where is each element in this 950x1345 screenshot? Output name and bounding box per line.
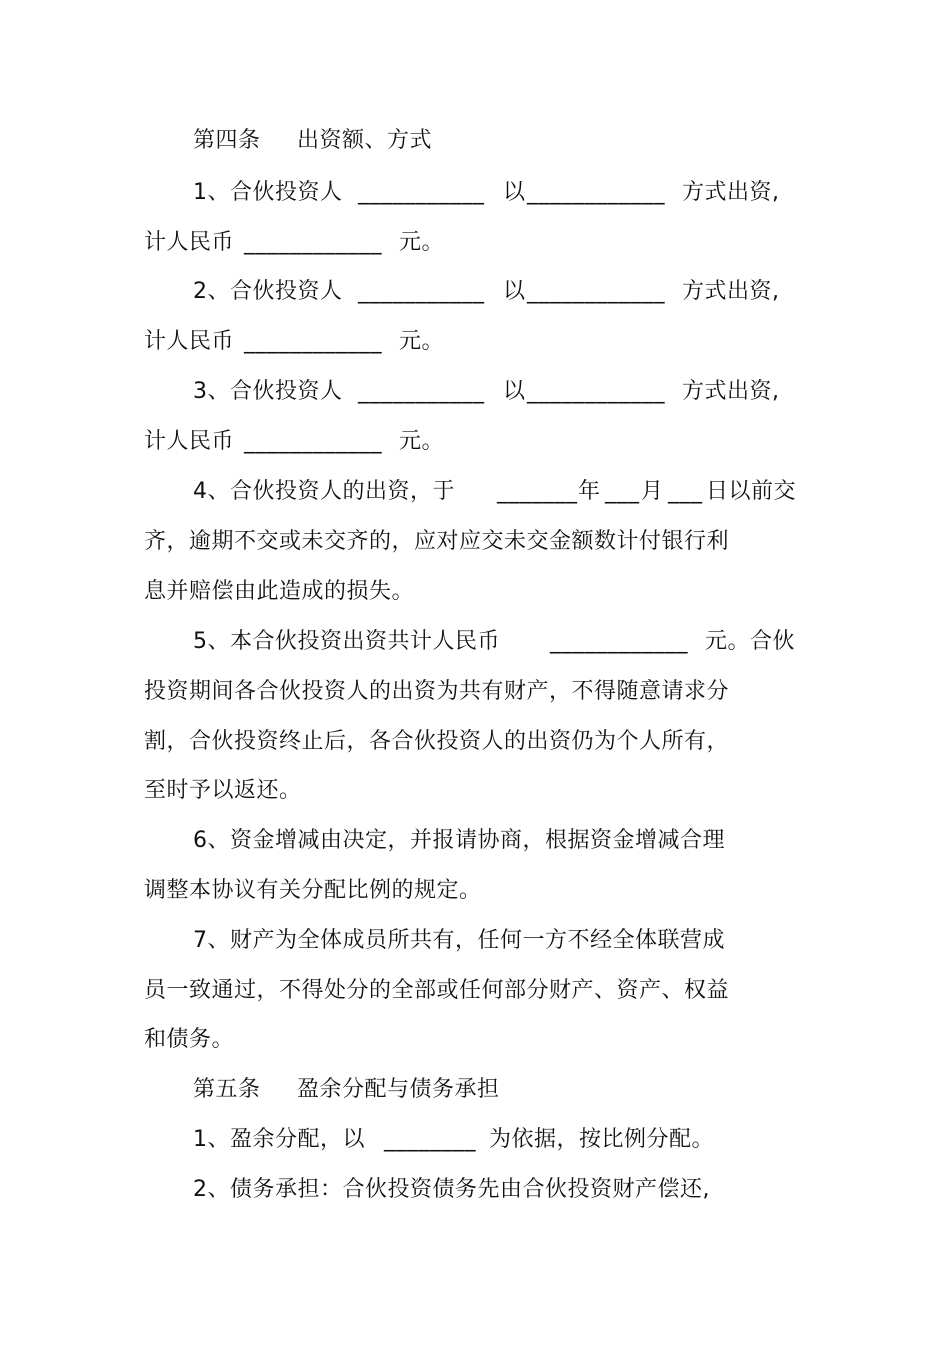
item-text: 2、合伙投资人 bbox=[193, 279, 343, 304]
item-text: 年 bbox=[578, 479, 601, 504]
fill-blank: ____________ bbox=[244, 429, 382, 454]
fill-blank: ____________ bbox=[244, 230, 382, 255]
article-number: 第五条 bbox=[193, 1077, 261, 1102]
item-text: 方式出资, bbox=[682, 279, 780, 304]
fill-blank: ____________ bbox=[550, 629, 688, 654]
fill-blank: _______ bbox=[497, 479, 578, 504]
item-text: 1、盈余分配，以 bbox=[193, 1127, 365, 1152]
fill-blank: ____________ bbox=[527, 279, 665, 304]
item-text: 调整本协议有关分配比例的规定。 bbox=[144, 878, 482, 903]
item-text: 为依据，按比例分配。 bbox=[489, 1127, 715, 1152]
item-text: 投资期间各合伙投资人的出资为共有财产，不得随意请求分 bbox=[144, 679, 730, 704]
item-text: 计人民币 bbox=[144, 329, 235, 354]
fill-blank: ___________ bbox=[358, 379, 485, 404]
article-title: 盈余分配与债务承担 bbox=[297, 1077, 500, 1102]
fill-blank: ___ bbox=[668, 479, 703, 504]
article-number: 第四条 bbox=[193, 128, 261, 153]
item-text: 月 bbox=[641, 479, 664, 504]
item-text: 元。合伙 bbox=[705, 629, 796, 654]
item-text: 和债务。 bbox=[144, 1027, 235, 1052]
item-text: 计人民币 bbox=[144, 230, 235, 255]
item-text: 6、资金增减由决定，并报请协商，根据资金增减合理 bbox=[193, 828, 725, 853]
fill-blank: ___________ bbox=[358, 180, 485, 205]
item-text: 1、合伙投资人 bbox=[193, 180, 343, 205]
fill-blank: ____________ bbox=[244, 329, 382, 354]
fill-blank: ___ bbox=[605, 479, 640, 504]
item-text: 计人民币 bbox=[144, 429, 235, 454]
item-text: 方式出资, bbox=[682, 180, 780, 205]
item-text: 齐，逾期不交或未交齐的，应对应交未交金额数计付银行利 bbox=[144, 529, 730, 554]
fill-blank: ________ bbox=[384, 1127, 476, 1152]
item-text: 至时予以返还。 bbox=[144, 778, 302, 803]
item-text: 以 bbox=[503, 379, 526, 404]
item-text: 方式出资, bbox=[682, 379, 780, 404]
item-text: 以 bbox=[503, 279, 526, 304]
item-text: 以 bbox=[503, 180, 526, 205]
item-text: 元。 bbox=[399, 230, 445, 255]
item-text: 息并赔偿由此造成的损失。 bbox=[144, 579, 415, 604]
item-text: 7、财产为全体成员所共有，任何一方不经全体联营成 bbox=[193, 928, 725, 953]
item-text: 3、合伙投资人 bbox=[193, 379, 343, 404]
item-text: 割，合伙投资终止后，各合伙投资人的出资仍为个人所有， bbox=[144, 729, 730, 754]
item-text: 5、本合伙投资出资共计人民币 bbox=[193, 629, 500, 654]
item-text: 员一致通过，不得处分的全部或任何部分财产、资产、权益 bbox=[144, 978, 730, 1003]
item-text: 日以前交 bbox=[706, 479, 797, 504]
item-text: 4、合伙投资人的出资，于 bbox=[193, 479, 455, 504]
item-text: 元。 bbox=[399, 429, 445, 454]
fill-blank: ____________ bbox=[527, 180, 665, 205]
fill-blank: ___________ bbox=[358, 279, 485, 304]
article-title: 出资额、方式 bbox=[297, 128, 433, 153]
fill-blank: ____________ bbox=[527, 379, 665, 404]
item-text: 2、债务承担：合伙投资债务先由合伙投资财产偿还, bbox=[193, 1177, 710, 1202]
item-text: 元。 bbox=[399, 329, 445, 354]
